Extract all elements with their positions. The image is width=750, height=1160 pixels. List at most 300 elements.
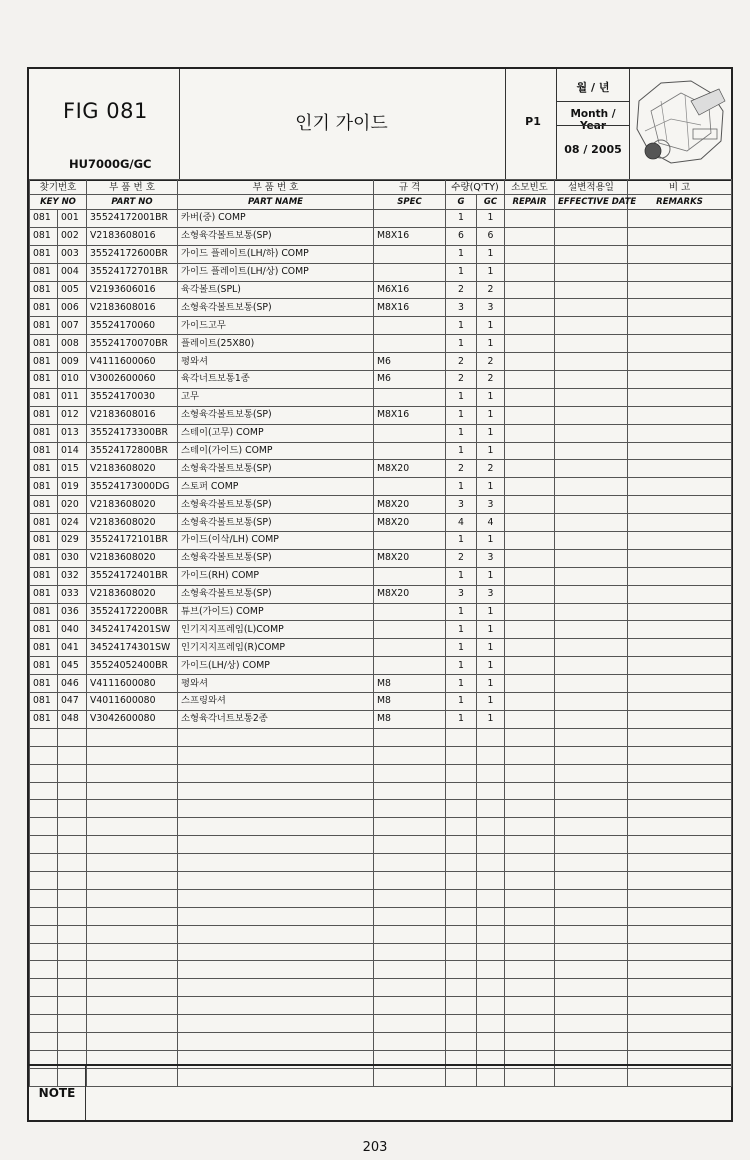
cell-part-no: V2183608016 bbox=[87, 227, 178, 245]
cell-key: 013 bbox=[58, 424, 87, 442]
cell-g: 3 bbox=[446, 496, 477, 514]
page-number: 203 bbox=[362, 1140, 388, 1155]
empty-cell bbox=[555, 997, 628, 1015]
empty-cell bbox=[505, 907, 555, 925]
cell-name: 육각볼트(SPL) bbox=[178, 281, 374, 299]
cell-spec: M8 bbox=[374, 710, 446, 728]
cell-fig: 081 bbox=[30, 281, 58, 299]
cell-name: 소형육각볼트보통(SP) bbox=[178, 585, 374, 603]
empty-cell bbox=[58, 764, 87, 782]
empty-cell bbox=[628, 854, 732, 872]
empty-cell bbox=[446, 782, 477, 800]
cell-gc: 1 bbox=[477, 424, 505, 442]
cell-name: 가이드 플레이트(LH/상) COMP bbox=[178, 263, 374, 281]
empty-cell bbox=[58, 961, 87, 979]
empty-cell bbox=[446, 746, 477, 764]
cell-part-no: V4111600060 bbox=[87, 353, 178, 371]
cell-gc: 2 bbox=[477, 371, 505, 389]
cell-name: 소형육각볼트보통(SP) bbox=[178, 496, 374, 514]
empty-cell bbox=[477, 836, 505, 854]
cell-g: 6 bbox=[446, 227, 477, 245]
cell-part-no: 35524173000DG bbox=[87, 478, 178, 496]
cell-gc: 1 bbox=[477, 406, 505, 424]
empty-cell bbox=[446, 925, 477, 943]
empty-cell bbox=[555, 263, 628, 281]
empty-cell bbox=[505, 800, 555, 818]
empty-cell bbox=[628, 621, 732, 639]
empty-cell bbox=[30, 1015, 58, 1033]
cell-g: 1 bbox=[446, 335, 477, 353]
empty-cell bbox=[555, 245, 628, 263]
empty-cell bbox=[505, 460, 555, 478]
cell-spec: M6 bbox=[374, 353, 446, 371]
empty-cell bbox=[505, 424, 555, 442]
empty-cell bbox=[374, 728, 446, 746]
cell-gc: 3 bbox=[477, 299, 505, 317]
empty-cell bbox=[505, 549, 555, 567]
cell-g: 2 bbox=[446, 460, 477, 478]
cell-key: 007 bbox=[58, 317, 87, 335]
cell-fig: 081 bbox=[30, 371, 58, 389]
cell-key: 045 bbox=[58, 657, 87, 675]
empty-cell bbox=[555, 281, 628, 299]
cell-g: 1 bbox=[446, 567, 477, 585]
empty-cell bbox=[374, 925, 446, 943]
month-year-label-en: Month / Year bbox=[570, 108, 616, 132]
empty-cell bbox=[628, 889, 732, 907]
empty-cell bbox=[505, 675, 555, 693]
empty-cell bbox=[628, 317, 732, 335]
cell-spec: M6X16 bbox=[374, 281, 446, 299]
cell-spec bbox=[374, 245, 446, 263]
cell-gc: 1 bbox=[477, 532, 505, 550]
empty-cell bbox=[58, 818, 87, 836]
cell-part-no: V2183608020 bbox=[87, 496, 178, 514]
cell-fig: 081 bbox=[30, 478, 58, 496]
empty-cell bbox=[87, 943, 178, 961]
cell-fig: 081 bbox=[30, 317, 58, 335]
table-row bbox=[30, 943, 732, 961]
cell-part-no: 35524170030 bbox=[87, 388, 178, 406]
cell-spec bbox=[374, 210, 446, 228]
empty-cell bbox=[87, 871, 178, 889]
cell-gc: 1 bbox=[477, 710, 505, 728]
empty-cell bbox=[505, 836, 555, 854]
cell-spec bbox=[374, 424, 446, 442]
empty-cell bbox=[477, 889, 505, 907]
empty-cell bbox=[505, 871, 555, 889]
empty-cell bbox=[58, 782, 87, 800]
empty-cell bbox=[58, 728, 87, 746]
empty-cell bbox=[505, 353, 555, 371]
cell-g: 1 bbox=[446, 263, 477, 281]
empty-cell bbox=[555, 353, 628, 371]
cell-spec: M8X16 bbox=[374, 299, 446, 317]
cell-g: 1 bbox=[446, 317, 477, 335]
empty-cell bbox=[555, 693, 628, 711]
table-row bbox=[30, 227, 732, 245]
empty-cell bbox=[628, 657, 732, 675]
cell-g: 1 bbox=[446, 388, 477, 406]
cell-key: 046 bbox=[58, 675, 87, 693]
cell-spec bbox=[374, 657, 446, 675]
model-name: HU7000G/GC bbox=[69, 157, 152, 171]
empty-cell bbox=[555, 943, 628, 961]
cell-gc: 1 bbox=[477, 693, 505, 711]
cell-part-no: 34524174301SW bbox=[87, 639, 178, 657]
empty-cell bbox=[505, 997, 555, 1015]
cell-spec bbox=[374, 388, 446, 406]
empty-cell bbox=[628, 210, 732, 228]
empty-cell bbox=[30, 1032, 58, 1050]
empty-cell bbox=[30, 907, 58, 925]
empty-cell bbox=[374, 943, 446, 961]
cell-gc: 1 bbox=[477, 245, 505, 263]
empty-cell bbox=[555, 800, 628, 818]
empty-cell bbox=[477, 997, 505, 1015]
cell-key: 024 bbox=[58, 514, 87, 532]
empty-cell bbox=[477, 764, 505, 782]
table-row bbox=[30, 353, 732, 371]
note-label: NOTE bbox=[29, 1066, 86, 1120]
empty-cell bbox=[30, 728, 58, 746]
cell-spec bbox=[374, 639, 446, 657]
empty-cell bbox=[30, 925, 58, 943]
cell-g: 3 bbox=[446, 299, 477, 317]
cell-key: 033 bbox=[58, 585, 87, 603]
empty-cell bbox=[505, 925, 555, 943]
cell-name: 평와셔 bbox=[178, 675, 374, 693]
spec-header-kr: 규 격 bbox=[374, 180, 446, 195]
cell-gc: 4 bbox=[477, 514, 505, 532]
cell-gc: 1 bbox=[477, 657, 505, 675]
empty-cell bbox=[628, 245, 732, 263]
cell-name: 스테이(가이드) COMP bbox=[178, 442, 374, 460]
table-row bbox=[30, 406, 732, 424]
note-section bbox=[29, 1064, 731, 1120]
cell-g: 1 bbox=[446, 210, 477, 228]
cell-name: 육각너트보통1종 bbox=[178, 371, 374, 389]
cell-fig: 081 bbox=[30, 299, 58, 317]
cell-spec: M8 bbox=[374, 675, 446, 693]
cell-fig: 081 bbox=[30, 335, 58, 353]
cell-name: 인기지지프레임(L)COMP bbox=[178, 621, 374, 639]
empty-cell bbox=[628, 710, 732, 728]
cell-g: 2 bbox=[446, 549, 477, 567]
empty-cell bbox=[374, 782, 446, 800]
cell-spec bbox=[374, 567, 446, 585]
figure-number: FIG 081 bbox=[63, 99, 148, 123]
cell-fig: 081 bbox=[30, 603, 58, 621]
cell-name: 소형육각볼트보통(SP) bbox=[178, 514, 374, 532]
empty-cell bbox=[446, 764, 477, 782]
table-row bbox=[30, 836, 732, 854]
empty-cell bbox=[374, 800, 446, 818]
empty-cell bbox=[555, 1032, 628, 1050]
empty-cell bbox=[628, 567, 732, 585]
empty-cell bbox=[555, 478, 628, 496]
empty-cell bbox=[58, 997, 87, 1015]
empty-cell bbox=[628, 675, 732, 693]
cell-key: 010 bbox=[58, 371, 87, 389]
empty-cell bbox=[87, 979, 178, 997]
empty-cell bbox=[178, 889, 374, 907]
parts-sheet bbox=[27, 67, 733, 1122]
table-row bbox=[30, 818, 732, 836]
empty-cell bbox=[505, 442, 555, 460]
empty-cell bbox=[628, 961, 732, 979]
empty-cell bbox=[446, 854, 477, 872]
cell-key: 012 bbox=[58, 406, 87, 424]
table-row bbox=[30, 496, 732, 514]
empty-cell bbox=[178, 925, 374, 943]
cell-name: 인기지지프레임(R)COMP bbox=[178, 639, 374, 657]
table-row bbox=[30, 675, 732, 693]
empty-cell bbox=[555, 227, 628, 245]
empty-cell bbox=[555, 406, 628, 424]
empty-cell bbox=[505, 371, 555, 389]
empty-cell bbox=[505, 532, 555, 550]
cell-spec bbox=[374, 317, 446, 335]
empty-cell bbox=[374, 1032, 446, 1050]
cell-spec bbox=[374, 335, 446, 353]
table-row bbox=[30, 549, 732, 567]
empty-cell bbox=[446, 818, 477, 836]
cell-fig: 081 bbox=[30, 693, 58, 711]
empty-cell bbox=[505, 621, 555, 639]
empty-cell bbox=[505, 388, 555, 406]
empty-cell bbox=[505, 281, 555, 299]
table-row bbox=[30, 1015, 732, 1033]
sheet-header bbox=[29, 69, 731, 181]
repair-header-en: REPAIR bbox=[505, 195, 555, 210]
table-row bbox=[30, 907, 732, 925]
empty-cell bbox=[178, 764, 374, 782]
table-row bbox=[30, 979, 732, 997]
empty-cell bbox=[628, 460, 732, 478]
cell-key: 047 bbox=[58, 693, 87, 711]
cell-gc: 2 bbox=[477, 460, 505, 478]
cell-part-no: 35524172701BR bbox=[87, 263, 178, 281]
page-label: P1 bbox=[525, 115, 541, 128]
cell-part-no: V2183608016 bbox=[87, 299, 178, 317]
cell-g: 2 bbox=[446, 371, 477, 389]
empty-cell bbox=[628, 925, 732, 943]
cell-fig: 081 bbox=[30, 514, 58, 532]
cell-fig: 081 bbox=[30, 549, 58, 567]
cell-name: 카버(중) COMP bbox=[178, 210, 374, 228]
empty-cell bbox=[505, 406, 555, 424]
cell-gc: 1 bbox=[477, 263, 505, 281]
empty-cell bbox=[628, 979, 732, 997]
table-row bbox=[30, 442, 732, 460]
cell-g: 3 bbox=[446, 585, 477, 603]
empty-cell bbox=[374, 854, 446, 872]
empty-cell bbox=[87, 746, 178, 764]
table-row bbox=[30, 854, 732, 872]
cell-gc: 1 bbox=[477, 335, 505, 353]
empty-cell bbox=[505, 299, 555, 317]
empty-cell bbox=[505, 782, 555, 800]
cell-part-no: 35524173300BR bbox=[87, 424, 178, 442]
empty-cell bbox=[87, 854, 178, 872]
empty-cell bbox=[477, 854, 505, 872]
empty-cell bbox=[87, 728, 178, 746]
spec-header-en: SPEC bbox=[374, 195, 446, 210]
empty-cell bbox=[477, 943, 505, 961]
cell-name: 플레이트(25X80) bbox=[178, 335, 374, 353]
key-no-header-en: KEY NO bbox=[30, 195, 87, 210]
cell-g: 1 bbox=[446, 424, 477, 442]
cell-fig: 081 bbox=[30, 353, 58, 371]
empty-cell bbox=[178, 961, 374, 979]
cell-key: 001 bbox=[58, 210, 87, 228]
cell-part-no: V4111600080 bbox=[87, 675, 178, 693]
cell-part-no: 35524172600BR bbox=[87, 245, 178, 263]
cell-g: 1 bbox=[446, 478, 477, 496]
cell-part-no: V2193606016 bbox=[87, 281, 178, 299]
cell-g: 1 bbox=[446, 442, 477, 460]
empty-cell bbox=[555, 424, 628, 442]
cell-fig: 081 bbox=[30, 585, 58, 603]
empty-cell bbox=[628, 818, 732, 836]
cell-key: 030 bbox=[58, 549, 87, 567]
empty-cell bbox=[555, 371, 628, 389]
table-row bbox=[30, 424, 732, 442]
cell-name: 튜브(가이드) COMP bbox=[178, 603, 374, 621]
empty-cell bbox=[58, 1032, 87, 1050]
empty-cell bbox=[505, 943, 555, 961]
cell-g: 1 bbox=[446, 693, 477, 711]
empty-cell bbox=[628, 603, 732, 621]
table-row bbox=[30, 693, 732, 711]
empty-cell bbox=[555, 782, 628, 800]
empty-cell bbox=[628, 406, 732, 424]
empty-cell bbox=[555, 567, 628, 585]
empty-cell bbox=[628, 639, 732, 657]
cell-key: 011 bbox=[58, 388, 87, 406]
empty-cell bbox=[555, 210, 628, 228]
empty-cell bbox=[505, 1015, 555, 1033]
empty-cell bbox=[446, 961, 477, 979]
empty-cell bbox=[446, 889, 477, 907]
table-row bbox=[30, 603, 732, 621]
empty-cell bbox=[58, 746, 87, 764]
empty-cell bbox=[628, 281, 732, 299]
cell-part-no: 35524172001BR bbox=[87, 210, 178, 228]
empty-cell bbox=[87, 925, 178, 943]
cell-fig: 081 bbox=[30, 227, 58, 245]
cell-key: 015 bbox=[58, 460, 87, 478]
cell-fig: 081 bbox=[30, 532, 58, 550]
empty-cell bbox=[58, 943, 87, 961]
cell-fig: 081 bbox=[30, 263, 58, 281]
table-row bbox=[30, 710, 732, 728]
empty-cell bbox=[477, 728, 505, 746]
empty-cell bbox=[178, 854, 374, 872]
empty-cell bbox=[555, 639, 628, 657]
empty-cell bbox=[446, 836, 477, 854]
empty-cell bbox=[87, 907, 178, 925]
empty-cell bbox=[555, 907, 628, 925]
cell-gc: 1 bbox=[477, 675, 505, 693]
empty-cell bbox=[505, 639, 555, 657]
cell-part-no: V2183608020 bbox=[87, 514, 178, 532]
empty-cell bbox=[30, 961, 58, 979]
empty-cell bbox=[58, 854, 87, 872]
empty-cell bbox=[477, 782, 505, 800]
empty-cell bbox=[555, 388, 628, 406]
cell-gc: 2 bbox=[477, 281, 505, 299]
empty-cell bbox=[477, 800, 505, 818]
cell-fig: 081 bbox=[30, 496, 58, 514]
empty-cell bbox=[178, 1032, 374, 1050]
empty-cell bbox=[446, 1015, 477, 1033]
empty-cell bbox=[87, 997, 178, 1015]
table-row bbox=[30, 478, 732, 496]
table-row bbox=[30, 871, 732, 889]
empty-cell bbox=[505, 603, 555, 621]
table-row bbox=[30, 621, 732, 639]
empty-cell bbox=[628, 335, 732, 353]
empty-cell bbox=[628, 442, 732, 460]
empty-cell bbox=[58, 889, 87, 907]
empty-cell bbox=[477, 818, 505, 836]
empty-cell bbox=[87, 764, 178, 782]
cell-g: 1 bbox=[446, 639, 477, 657]
table-row bbox=[30, 728, 732, 746]
cell-spec: M8X16 bbox=[374, 227, 446, 245]
cell-key: 003 bbox=[58, 245, 87, 263]
cell-name: 스토퍼 COMP bbox=[178, 478, 374, 496]
cell-name: 스테이(고무) COMP bbox=[178, 424, 374, 442]
empty-cell bbox=[87, 1032, 178, 1050]
cell-name: 가이드(이삭/LH) COMP bbox=[178, 532, 374, 550]
cell-spec: M8X20 bbox=[374, 460, 446, 478]
cell-g: 1 bbox=[446, 406, 477, 424]
empty-cell bbox=[374, 889, 446, 907]
empty-cell bbox=[178, 782, 374, 800]
empty-cell bbox=[374, 1015, 446, 1033]
table-row bbox=[30, 889, 732, 907]
cell-key: 019 bbox=[58, 478, 87, 496]
cell-g: 2 bbox=[446, 353, 477, 371]
table-row bbox=[30, 299, 732, 317]
empty-cell bbox=[555, 710, 628, 728]
empty-cell bbox=[30, 836, 58, 854]
empty-cell bbox=[628, 514, 732, 532]
cell-spec bbox=[374, 603, 446, 621]
empty-cell bbox=[628, 263, 732, 281]
empty-cell bbox=[628, 693, 732, 711]
table-row bbox=[30, 925, 732, 943]
cell-name: 평와셔 bbox=[178, 353, 374, 371]
empty-cell bbox=[555, 1015, 628, 1033]
cell-gc: 3 bbox=[477, 549, 505, 567]
empty-cell bbox=[87, 800, 178, 818]
cell-part-no: 35524052400BR bbox=[87, 657, 178, 675]
empty-cell bbox=[87, 961, 178, 979]
empty-cell bbox=[555, 818, 628, 836]
empty-cell bbox=[555, 549, 628, 567]
cell-name: 가이드(RH) COMP bbox=[178, 567, 374, 585]
empty-cell bbox=[555, 603, 628, 621]
empty-cell bbox=[628, 1015, 732, 1033]
parts-table bbox=[29, 179, 732, 1087]
empty-cell bbox=[628, 478, 732, 496]
empty-cell bbox=[477, 907, 505, 925]
empty-cell bbox=[555, 621, 628, 639]
